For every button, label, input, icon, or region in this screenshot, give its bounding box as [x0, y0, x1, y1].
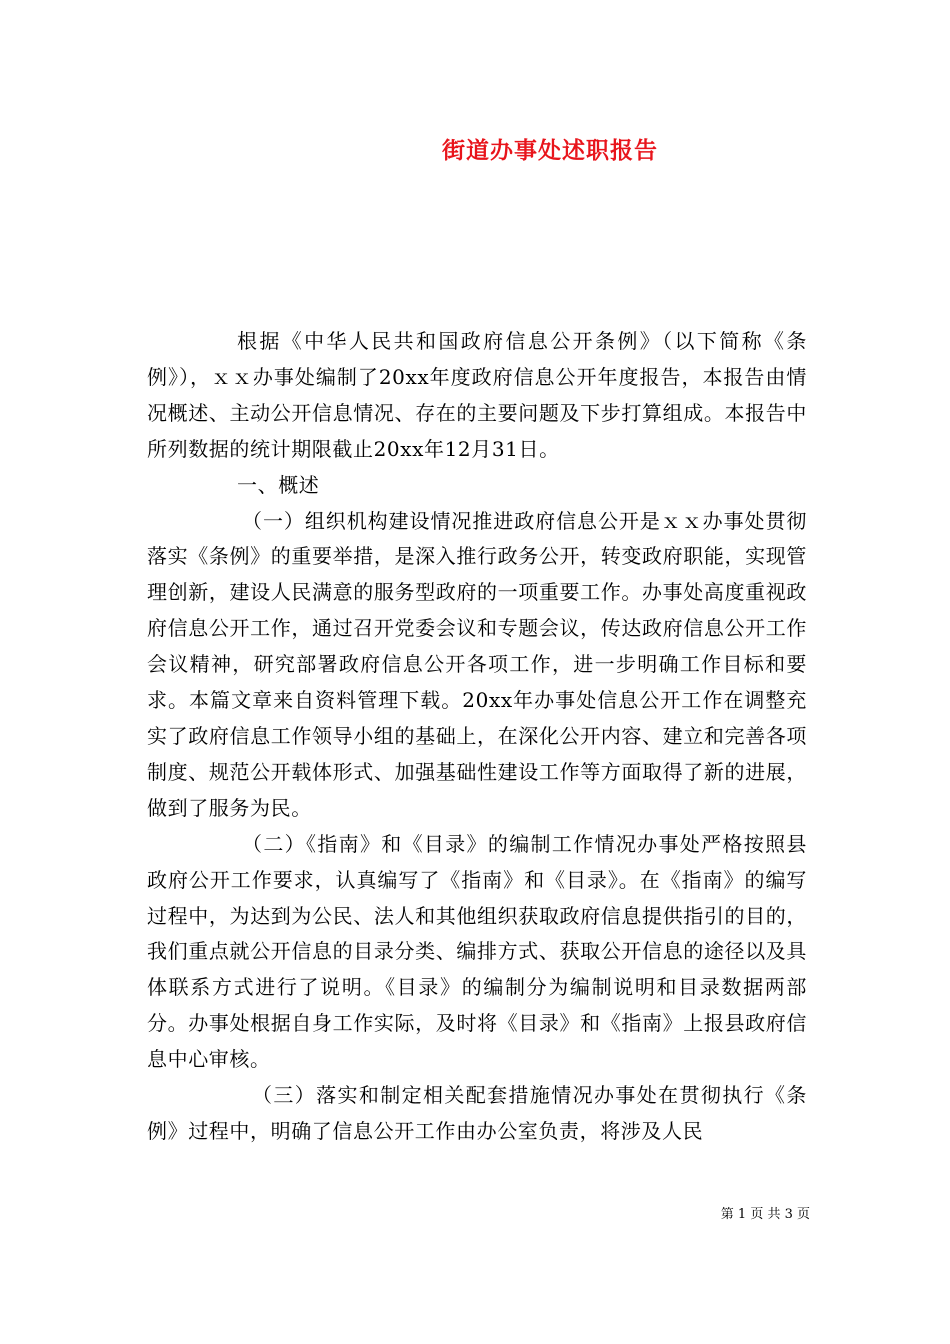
document-title: 街道办事处述职报告 [442, 137, 658, 164]
paragraph-organization: （一）组织机构建设情况推进政府信息公开是ｘｘ办事处贯彻落实《条例》的重要举措，是深入推行政务公开，转变政府职能，实现管理创新，建设人民满意的服务型政府的一项重要工作。办事处高度重视政府信息公开工作，通过召开党委会议和专题会议，传达政府信息公开工作会议精神，研究部署政府信息公开各项工作，进一步明确工作目标和要求。本篇文章来自资料管理下载。20xx年办事处信息公开工作在调整充实了政府信息工作领导小组的基础上，在深化公开内容、建立和完善各项制度、规范公开载体形式、加强基础性建设工作等方面取得了新的进展，做到了服务为民。 [147, 508, 807, 820]
page-indicator: 第 1 页 共 3 页 [720, 1207, 810, 1222]
document-body [147, 324, 807, 1150]
paragraph-measures: （三）落实和制定相关配套措施情况办事处在贯彻执行《条例》过程中，明确了信息公开工作由办公室负责，将涉及人民 [147, 1083, 807, 1143]
paragraph-guide-catalog: （二）《指南》和《目录》的编制工作情况办事处严格按照县政府公开工作要求，认真编写了《指南》和《目录》。在《指南》的编写过程中，为达到为公民、法人和其他组织获取政府信息提供指引的目的，我们重点就公开信息的目录分类、编排方式、获取公开信息的途径以及具体联系方式进行了说明。《目录》的编制分为编制说明和目录数据两部分。办事处根据自身工作实际，及时将《目录》和《指南》上报县政府信息中心审核。 [147, 831, 807, 1072]
section-heading-overview: 一、概述 [237, 472, 320, 497]
paragraph-intro: 根据《中华人民共和国政府信息公开条例》（以下简称《条例》），ｘｘ办事处编制了20xx年度政府信息公开年度报告，本报告由情况概述、主动公开信息情况、存在的主要问题及下步打算组成。本报告中所列数据的统计期限截止20xx年12月31日。 [147, 329, 807, 461]
